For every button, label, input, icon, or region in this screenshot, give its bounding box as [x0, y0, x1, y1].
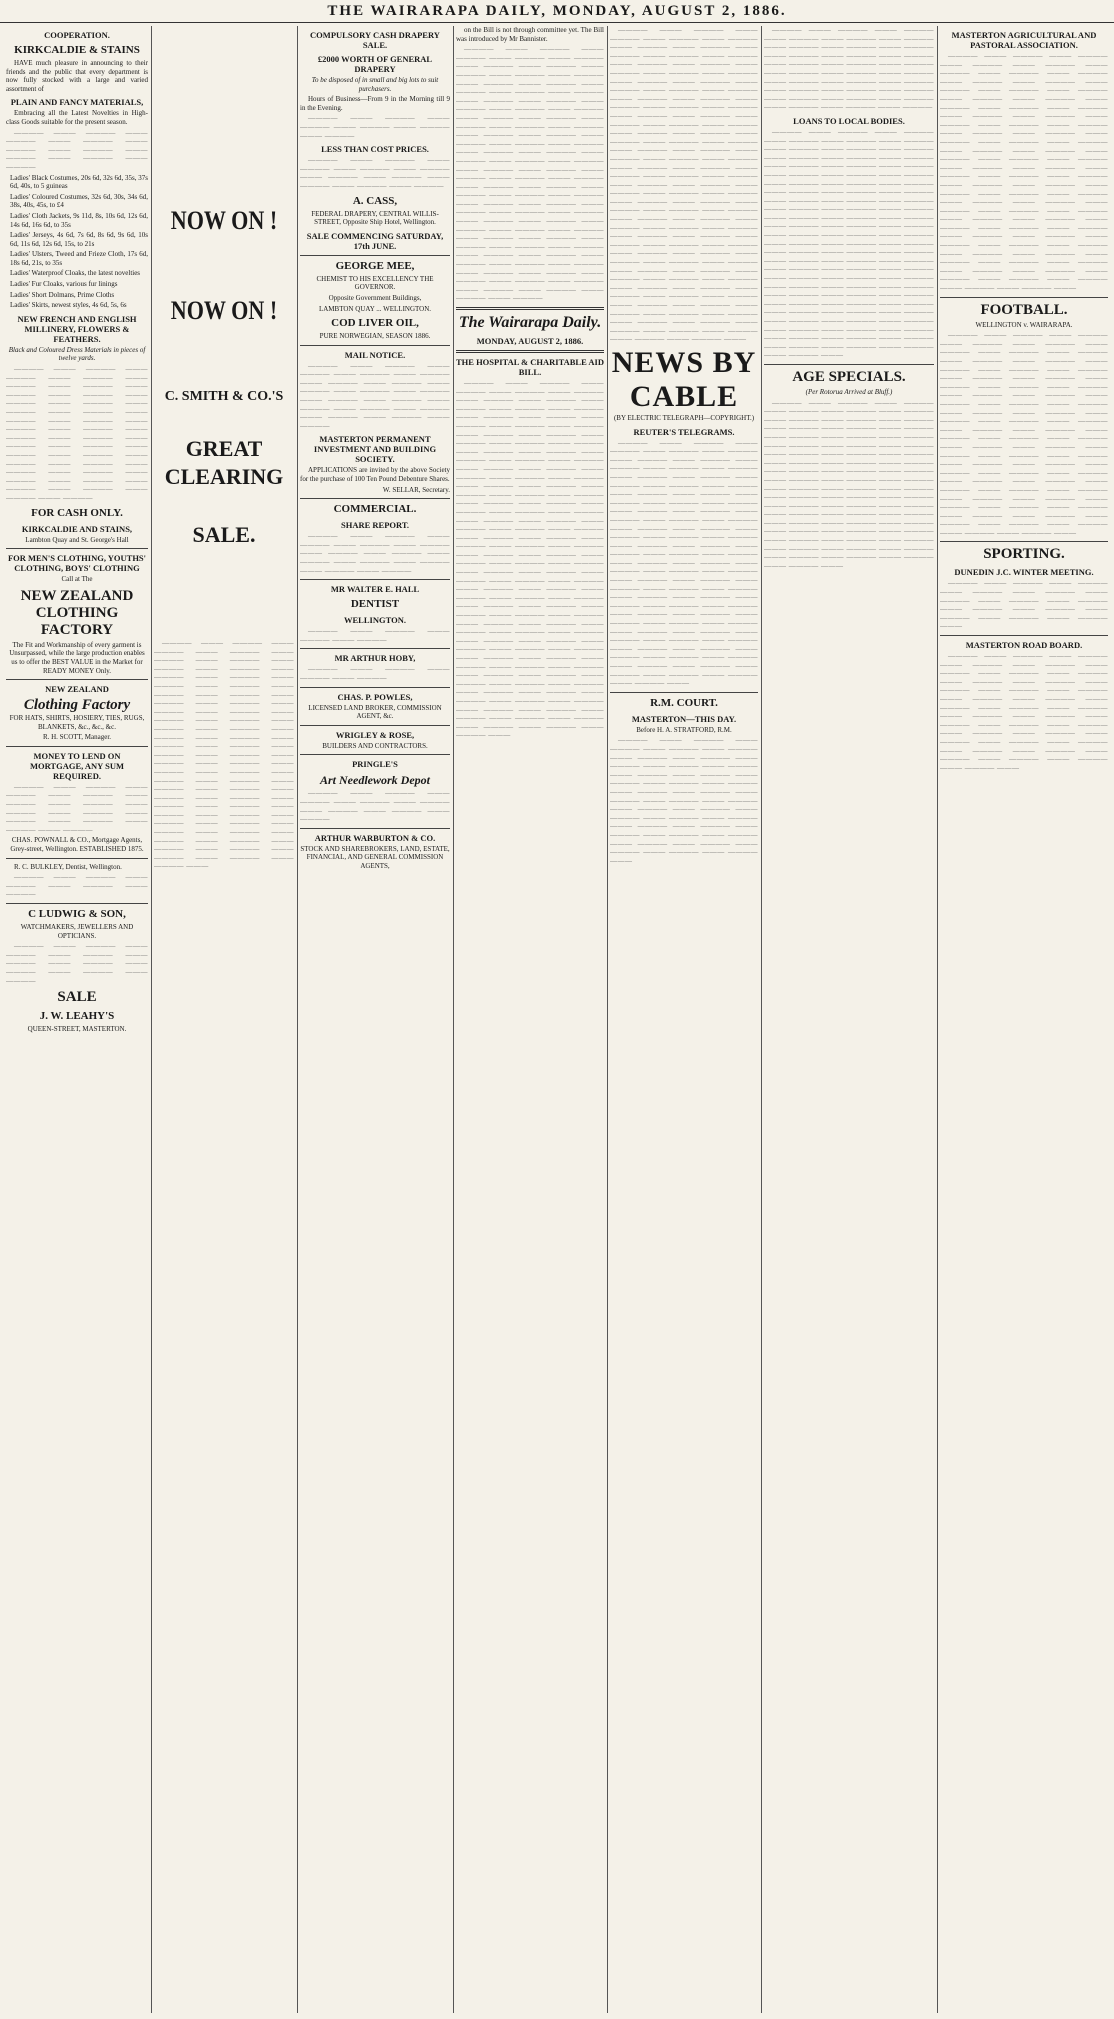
plain-fancy-heading: PLAIN AND FANCY MATERIALS, [10, 97, 144, 108]
dress-materials: Black and Coloured Dress Materials in pieces of twelve yards. [8, 345, 146, 363]
column-4 [456, 26, 604, 2013]
text-block: ———— ——— ———— ——— ———— ——— ———— ——— ———— ——— ———— ——— ———— ——— ———— ——— ———— ——— ———— ——— ———— ——— ———— ——— ———— ——— ———— ——— ———— ——— ———— ——— ———— ——— ———— ——— ———— ——— ———— ——— ———— ——— ———— ——— ———— ——— ———— ——— ———— ——— ———— ——— ———— ——— ———— ——— ———— ——— ———— ——— ———— ——— ———— ——— ———— ——— ———— ——— ———— ——— [610, 736, 758, 865]
compulsory-cont: on the Bill is not through committee yet. The Bill was introduced by Mr Bannister. [456, 26, 604, 43]
column-7 [940, 26, 1108, 2013]
text-block: ———— ——— ———— ——— ———— ——— ———— ——— ———— ——— ———— ——— ———— ——— ———— ——— ———— ——— ———— ——— ———— ——— ———— [6, 782, 148, 834]
kirkcaldie-address: Lambton Quay and St. George's Hall [25, 535, 129, 544]
for-cash-heading: FOR CASH ONLY. [31, 506, 123, 519]
text-block: ———— ——— ———— ——— ———— ——— ———— [300, 665, 450, 682]
wellington-heading: WELLINGTON. [344, 615, 406, 626]
leahy-address: QUEEN-STREET, MASTERTON. [27, 1025, 127, 1034]
text-block: ———— ——— ———— ——— ———— ——— ———— ——— ———— ——— ———— ——— ———— ——— ———— ——— ———— ——— ———— ——— ———— ——— ———— ——— ———— ——— ———— ——— ———— ——— ———— ——— ———— ——— ———— ——— ———— ——— ———— ——— ———— ——— ———— ——— ———— ——— ———— ——— ———— ——— ———— ——— ———— ——— ———— ——— ———— ——— ———— ——— ———— ——— ———— ——— ———— ——— ———— ——— ———— ——— ———— ——— ———— ——— ———— ——— ———— ——— ———— ——— ———— ——— ———— ——— ———— ——— ———— ——— ———— ——— ———— ——— ———— ——— ———— ——— ———— ——— ———— ——— ———— ——— ———— ——— ———— ——— ———— ——— ———— ——— ———— ——— ———— ——— ———— ——— ———— ——— ———— ——— ———— ——— ———— ——— ———— ——— ———— ——— ———— ——— ———— ——— ———— ——— ———— ——— ———— ——— ———— ——— ———— ——— ———— ——— ———— ——— ———— ——— ———— ——— ———— ——— ———— ——— ———— ——— ———— ——— ———— ——— ———— ——— ———— ——— ———— ——— ———— ——— ———— ——— ———— ——— ———— ——— ———— ——— ———— ——— ———— ——— ———— ——— ———— ——— [610, 26, 758, 344]
text-block: ———— ——— ———— ——— ———— ——— ———— ——— ———— ——— ———— ——— ———— ——— ———— ——— ———— ——— ———— ——— ———— ——— ———— [300, 532, 450, 575]
date-line: MONDAY, AUGUST 2, 1886. [476, 336, 584, 346]
sale-word: SALE. [192, 522, 256, 547]
kirkcaldie-heading: KIRKCALDIE & STAINS [14, 44, 140, 56]
list-item: Ladies' Skirts, newest styles, 4s 6d, 5s, 6s [10, 301, 127, 310]
masterton-this-day: MASTERTON—THIS DAY. [631, 713, 737, 724]
reuter-heading: REUTER'S TELEGRAMS. [633, 426, 735, 437]
scott-manager: R. H. SCOTT, Manager. [42, 733, 112, 742]
news-by-cable: NEWS BY CABLE [611, 345, 757, 413]
draper-heading: COMPULSORY CASH DRAPERY SALE. [310, 30, 440, 50]
column-6 [764, 26, 934, 2013]
text-block: ———— ——— ———— ——— ———— ——— ———— ——— ———— ——— ———— ——— ———— ——— ———— ——— ———— ——— ———— ——— ———— ——— ———— ——— ———— ——— ———— ——— ———— ——— ———— ——— ———— ——— ———— ——— ———— ——— ———— ——— ———— ——— ———— ——— ———— ——— ———— ——— ———— ——— ———— ——— ———— ——— ———— ——— ———— ——— ———— ——— ———— ——— ———— ——— ———— ——— ———— ——— ———— ——— ———— ——— ———— ——— ———— ——— ———— ——— ———— ——— ———— ——— ———— ——— ———— ——— ———— ——— ———— ——— ———— ——— ———— ——— ———— ——— ———— ——— ———— ——— ———— ——— ———— ——— ———— ——— ———— ——— ———— ——— ———— ——— ———— ——— ———— ——— ———— ——— ———— ——— ———— ——— ———— ——— ———— ——— ———— ——— ———— ——— ———— ——— ———— ——— ———— ——— ———— ——— ———— ——— [940, 52, 1108, 293]
column-5 [610, 26, 758, 2013]
dentist-heading: DENTIST [350, 598, 400, 611]
clothing-factory-text: The Fit and Workmanship of every garment is Unsurpassed, while the large production enables us to offer the BEST VALUE in the Market for READY MONEY Only. [9, 640, 145, 675]
text-block: ———— ——— ———— ——— ———— ——— ———— ——— ———— ——— ———— ——— ———— ——— ———— ——— ———— ——— ———— ——— ———— ——— ———— ——— ———— ——— ———— ——— ———— ——— ———— ——— ———— ——— ———— ——— ———— ——— ———— ——— ———— ——— ———— ——— ———— ——— ———— ——— ———— ——— ———— ——— ———— ——— ———— ——— ———— ——— ———— ——— ———— ——— ———— ——— ———— ——— ———— ——— ———— ——— ———— ——— ———— ——— ———— ——— ———— ——— ———— ——— ———— ——— ———— ——— ———— ——— ———— ——— ———— ——— ———— ——— ———— ——— ———— ——— ———— ——— ———— ——— ———— ——— ———— ——— ———— ——— ———— ——— ———— ——— ———— ——— ———— ——— ———— ——— ———— ——— ———— ——— ———— ——— ———— ——— ———— ——— ———— ——— ———— ——— ———— ——— ———— ——— ———— ——— ———— ——— ———— ——— ———— ——— [610, 438, 758, 688]
wrigley-sub: BUILDERS AND CONTRACTORS. [322, 741, 428, 750]
call-at: Call at The [61, 575, 93, 584]
hoby-heading: MR ARTHUR HOBY, [334, 653, 416, 664]
text-block: ———— ——— ———— ——— ———— ——— ———— ——— ———— ——— ———— ——— ———— ——— ———— ——— ———— ——— ———— [300, 156, 450, 190]
text-block: ———— ——— ———— ——— ———— ——— ———— ——— ———— ——— ———— ——— ———— ——— ———— ——— ———— ——— ———— ——— ———— ——— ———— ——— ———— ——— ———— ——— ———— ——— ———— ——— ———— ——— ———— [300, 361, 450, 430]
column-1 [6, 26, 148, 2013]
list-item: Ladies' Coloured Costumes, 32s 6d, 30s, 34s 6d, 38s, 40s, 45s, to £4 [10, 192, 148, 210]
nz-heading: NEW ZEALAND [45, 684, 109, 695]
text-block: ———— ——— ———— ——— ———— ——— ———— ——— ———— ——— ———— ——— ———— ——— ———— ——— ———— ——— ———— ——— ———— ——— ———— ——— ———— ——— [940, 579, 1108, 631]
leahy-heading: J. W. LEAHY'S [39, 1010, 115, 1023]
sellar: W. SELLAR, Secretary. [382, 485, 450, 494]
list-item: Ladies' Short Dolmans, Prime Cloths [10, 290, 115, 299]
text-block: ———— ——— ———— ——— ———— ——— ———— [300, 627, 450, 644]
dunedin-heading: DUNEDIN J.C. WINTER MEETING. [954, 567, 1094, 578]
lambton: LAMBTON QUAY ... WELLINGTON. [318, 304, 432, 313]
embracing-text: Embracing all the Latest Novelties in High-class Goods suitable for the present season. [6, 109, 148, 126]
smith-heading: C. SMITH & CO.'S [164, 389, 284, 404]
text-block: ———— ——— ———— ——— ———— ——— ———— ——— ———— ——— ———— [300, 114, 450, 140]
age-sub: (Per Rotorua Arrived at Bluff.) [805, 387, 893, 396]
agri-heading: MASTERTON AGRICULTURAL AND PASTORAL ASSOCIATION. [951, 30, 1097, 50]
text-block: ———— ——— ———— ——— ———— ——— ———— ——— ———— ——— ———— ——— ———— ——— ———— ——— ———— ——— ———— ——— ———— ——— ———— ——— ———— ——— ———— ——— ———— ——— ———— ——— ———— ——— ———— ——— ———— ——— ———— ——— ———— ——— ———— ——— ———— ——— ———— ——— ———— ——— ———— ——— ———— ——— ———— ——— ———— ——— ———— [764, 26, 934, 112]
applications: APPLICATIONS are invited by the above Society for the purchase of 100 Ten Pound Debenture Shares. [300, 466, 450, 484]
pringle-heading: PRINGLE'S [352, 759, 398, 770]
ludwig-heading: C LUDWIG & SON, [28, 908, 126, 920]
cod-liver-oil: COD LIVER OIL, [331, 317, 419, 330]
text-block: ———— ——— ———— ——— ———— ——— ———— ——— ———— ——— ———— ——— ———— ——— ———— ——— ———— ——— ———— ——— ———— ——— ———— ——— ———— ——— ———— ——— ———— ——— ———— ——— ———— ——— ———— ——— ———— ——— ———— ——— ———— ——— ———— ——— ———— ——— ———— ——— ———— ——— ———— ——— ———— ——— ———— ——— ———— ——— ———— ——— ———— ——— ———— [6, 365, 148, 502]
george-sub: CHEMIST TO HIS EXCELLENCY THE GOVERNOR. [316, 274, 434, 292]
pownall: CHAS. POWNALL & CO., Mortgage Agents, Grey-street, Wellington. ESTABLISHED 1875. [10, 836, 144, 854]
kirkcaldie-footer: KIRKCALDIE AND STAINS, [21, 523, 133, 534]
hospital-heading: THE HOSPITAL & CHARITABLE AID BILL. [456, 357, 604, 377]
needlework-heading: Art Needlework Depot [320, 773, 430, 788]
kirkcaldie-intro: HAVE much pleasure in announcing to their friends and the public that every department is now fully stocked with a large and varied assortment of [6, 59, 148, 93]
before-rm: Before H. A. STRATFORD, R.M. [636, 725, 732, 734]
stock-heading: £2000 WORTH OF GENERAL DRAPERY [317, 54, 433, 74]
road-board-heading: MASTERTON ROAD BOARD. [965, 640, 1083, 651]
mens-clothing: FOR MEN'S CLOTHING, YOUTHS' CLOTHING, BOYS' CLOTHING [7, 553, 147, 574]
warburton-heading: ARTHUR WARBURTON & CO. [314, 832, 436, 843]
less-than-cost: LESS THAN COST PRICES. [321, 144, 429, 155]
text-block: ———— ——— ———— ——— ———— ——— ———— ——— ———— ——— ———— ——— ———— ——— ———— ——— ———— ——— ———— ——— ———— ——— ———— ——— ———— ——— ———— ——— ———— ——— ———— ——— ———— ——— ———— ——— ———— ——— ———— ——— ———— ——— ———— ——— ———— ——— ———— ——— ———— ——— ———— ——— ———— ——— ———— ——— ———— ——— ———— ——— ———— ——— ———— ——— ———— ——— ———— ——— ———— ——— ———— ——— ———— ——— ———— ——— ———— ——— ———— ——— ———— ——— ———— ——— ———— ——— ———— ——— ———— ——— ———— ——— ———— ——— ———— ——— ———— ——— ———— ——— ———— ——— ———— ——— ———— ——— ———— ——— ———— ——— ———— ——— ———— ——— ———— ——— [764, 398, 934, 570]
ludwig-sub: WATCHMAKERS, JEWELLERS AND OPTICIANS. [20, 923, 134, 940]
clothing-factory-script: Clothing Factory [23, 697, 131, 714]
mail-notice: MAIL NOTICE. [344, 349, 406, 360]
masthead: THE WAIRARAPA DAILY, MONDAY, AUGUST 2, 1886. [0, 0, 1114, 23]
list-item: Ladies' Fur Cloaks, various fur linings [10, 280, 118, 289]
cass-sub: FEDERAL DRAPERY, CENTRAL WILLIS-STREET, Opposite Ship Hotel, Wellington. [311, 209, 439, 227]
text-block: ———— ——— ———— ——— ———— ——— ———— ——— ———— ——— ———— ——— ———— ——— ———— [300, 789, 450, 824]
hours: Hours of Business—From 9 in the Morning till 9 in the Evening. [300, 95, 450, 112]
nz-clothing-factory: NEW ZEALAND CLOTHING FACTORY [20, 587, 134, 638]
hall-heading: MR WALTER E. HALL [330, 584, 420, 595]
text-block: ———— ——— ———— ——— ———— ——— ———— ——— ———— ——— ———— ——— ———— ——— ———— ——— ———— [6, 942, 148, 985]
text-block: ———— ——— ———— ——— ———— ——— ———— ——— ———— ——— ———— ——— ———— ——— ———— ——— ———— ——— ———— ——— ———— ——— ———— ——— ———— ——— ———— ——— ———— ——— ———— ——— ———— ——— ———— ——— ———— ——— ———— ——— ———— ——— ———— ——— ———— ——— ———— ——— ———— ——— ———— ——— ———— ——— ———— ——— ———— ——— ———— ——— ———— ——— ———— ——— ———— ——— ———— ——— [940, 652, 1108, 772]
column-2 [154, 26, 294, 2013]
now-on-2: NOW ON ! [170, 296, 278, 325]
wairarapa-daily-title: The Wairarapa Daily. [458, 314, 602, 331]
text-block: ———— ——— ———— ——— ———— ——— ———— ——— ———— ——— ———— ——— ———— ——— ———— ——— ———— ——— ———— ——— ———— ——— ———— ——— ———— ——— ———— ——— ———— ——— ———— ——— ———— ——— ———— ——— ———— ——— ———— ——— ———— ——— ———— ——— ———— ——— ———— ——— ———— ——— ———— ——— ———— ——— ———— ——— ———— ——— ———— ——— ———— ——— ———— ——— ———— ——— ———— ——— ———— ——— ———— ——— ———— ——— ———— ——— ———— ——— ———— ——— ———— ——— ———— ——— ———— ——— ———— ——— ———— ——— ———— ——— ———— ——— ———— ——— ———— ——— ———— ——— ———— ——— ———— ——— ———— ——— ———— ——— ———— ——— ———— ——— ———— ——— ———— ——— ———— ——— ———— ——— ———— ——— ———— ——— ———— ——— ———— ——— ———— ——— ———— ——— ———— ——— ———— ——— ———— ——— ———— ——— ———— ——— ———— ——— ———— ——— ———— ——— ———— ——— ———— ——— ———— ——— ———— ——— ———— ——— [764, 127, 934, 360]
sporting-heading: SPORTING. [983, 546, 1065, 563]
cass-heading: A. CASS, [352, 194, 398, 207]
george-mee: GEORGE MEE, [335, 259, 415, 272]
text-block: ———— ——— ———— ——— ———— ——— ———— ——— ———— ——— ———— ——— ———— ——— ———— ——— ———— [6, 128, 148, 171]
text-block: ———— ——— ———— ——— ———— ——— ———— ——— ———— ——— ———— ——— ———— ——— ———— ——— ———— ——— ———— ——— ———— ——— ———— ——— ———— ——— ———— ——— ———— ——— ———— ——— ———— ——— ———— ——— ———— ——— ———— ——— ———— ——— ———— ——— ———— ——— ———— ——— ———— ——— ———— ——— ———— ——— ———— ——— ———— ——— ———— ——— ———— ——— ———— ——— ———— ——— ———— ——— ———— ——— ———— ——— ———— ——— ———— ——— ———— ——— ———— ——— ———— ——— ———— ——— ———— ——— ———— ——— ———— ——— ———— ——— ———— ——— ———— ——— ———— ——— ———— ——— ———— ——— ———— ——— ———— ——— ———— ——— ———— ——— ———— ——— ———— ——— ———— ——— ———— ——— ———— ——— ———— ——— ———— ——— ———— ——— ———— ——— ———— ——— ———— ——— ———— ——— ———— ——— ———— ——— ———— ——— ———— ——— ———— ——— ———— ——— ———— ——— ———— ——— ———— ——— ———— ——— ———— ——— ———— ——— ———— ——— ———— ——— ———— ——— ———— ——— ———— ——— ———— ——— ———— ——— ———— ——— ———— ——— ———— ——— ———— ——— ———— ——— ———— ——— ———— ——— ———— ——— ———— ——— ———— ——— ———— ——— ———— ——— ———— ——— ———— ——— ———— ——— ———— ——— ———— ——— [456, 379, 604, 740]
opposite: Opposite Government Buildings, [328, 293, 422, 302]
loans-heading: LOANS TO LOCAL BODIES. [793, 115, 905, 126]
wrigley-heading: WRIGLEY & ROSE, [335, 729, 415, 740]
list-item: Ladies' Black Costumes, 20s 6d, 32s 6d, 35s, 37s 6d, 40s, to 5 guineas [10, 173, 148, 191]
building-society: MASTERTON PERMANENT INVESTMENT AND BUILDING SOCIETY. [313, 434, 437, 465]
cod-sub: PURE NORWEGIAN, SEASON 1886. [319, 332, 431, 341]
millinery-heading: NEW FRENCH AND ENGLISH MILLINERY, FLOWERS & FEATHERS. [17, 313, 137, 344]
sale-commencing: SALE COMMENCING SATURDAY, 17th JUNE. [306, 230, 444, 251]
football-heading: FOOTBALL. [980, 301, 1068, 318]
list-item: Ladies' Cloth Jackets, 9s 11d, 8s, 10s 6d, 12s 6d, 14s 6d, 16s 6d, to 35s [10, 211, 148, 229]
list-item: Ladies' Ulsters, Tweed and Frieze Cloth, 17s 6d, 18s 6d, 21s, to 35s [10, 250, 148, 267]
now-on-1: NOW ON ! [170, 206, 278, 235]
age-specials: AGE SPECIALS. [792, 368, 906, 385]
powles-sub: LICENSED LAND BROKER, COMMISSION AGENT, &c. [308, 703, 442, 721]
rm-court: R.M. COURT. [650, 696, 718, 709]
bulkley: R. C. BULKLEY, Dentist, Wellington. [14, 862, 122, 871]
warburton-sub: STOCK AND SHAREBROKERS, LAND, ESTATE, FINANCIAL, AND GENERAL COMMISSION AGENTS, [300, 844, 450, 870]
text-block: ———— ——— ———— ——— ———— ——— ———— ——— ———— [6, 873, 148, 899]
stock-sub: To be disposed of in small and big lots to suit purchasers. [311, 76, 439, 93]
sale-heading: SALE [57, 989, 97, 1006]
list-item: Ladies' Jerseys, 4s 6d, 7s 6d, 8s 6d, 9s 6d, 10s 6d, 11s 6d, 12s 6d, 15s, to 21s [10, 231, 148, 248]
list-item: Ladies' Waterproof Cloaks, the latest novelties [10, 269, 141, 278]
text-block: ———— ——— ———— ——— ———— ——— ———— ——— ———— ——— ———— ——— ———— ——— ———— ——— ———— ——— ———— ——— ———— ——— ———— ——— ———— ——— ———— ——— ———— ——— ———— ——— ———— ——— ———— ——— ———— ——— ———— ——— ———— ——— ———— ——— ———— ——— ———— ——— ———— ——— ———— ——— ———— ——— ———— ——— ———— ——— ———— ——— ———— ——— ———— ——— ———— ——— ———— ——— ———— ——— ———— ——— ———— ——— ———— ——— ———— ——— ———— ——— ———— ——— ———— ——— ———— ——— ———— ——— ———— ——— ———— ——— ———— ——— ———— ——— ———— ——— ———— ——— ———— ——— ———— ——— ———— ——— [154, 639, 294, 871]
text-block: ———— ——— ———— ——— ———— ——— ———— ——— ———— ——— ———— ——— ———— ——— ———— ——— ———— ——— ———— ——— ———— ——— ———— ——— ———— ——— ———— ——— ———— ——— ———— ——— ———— ——— ———— ——— ———— ——— ———— ——— ———— ——— ———— ——— ———— ——— ———— ——— ———— ——— ———— ——— ———— ——— ———— ——— ———— ——— ———— ——— ———— ——— ———— ——— ———— ——— ———— ——— ———— ——— ———— ——— ———— ——— ———— ——— ———— ——— ———— ——— ———— ——— ———— ——— ———— ——— ———— ——— ———— ——— ———— ——— ———— ——— ———— ——— ———— ——— ———— ——— ———— ——— ———— ——— ———— ——— ———— ——— ———— ——— ———— ——— ———— ——— ———— ——— ———— ——— ———— ——— ———— ——— ———— ——— ———— ——— ———— ——— ———— ——— ———— ——— ———— ——— ———— ——— ———— ——— ———— ——— ———— ——— ———— ——— ———— ——— ———— [456, 45, 604, 303]
hats-list: FOR HATS, SHIRTS, HOSIERY, TIES, RUGS, BLANKETS, &c., &c., &c. [9, 714, 145, 731]
text-block: ———— ——— ———— ——— ———— ——— ———— ——— ———— ——— ———— ——— ———— ——— ———— ——— ———— ——— ———— ——— ———— ——— ———— ——— ———— ——— ———— ——— ———— ——— ———— ——— ———— ——— ———— ——— ———— ——— ———— ——— ———— ——— ———— ——— ———— ——— ———— ——— ———— ——— ———— ——— ———— ——— ———— ——— ———— ——— ———— ——— ———— ——— ———— ——— ———— ——— ———— ——— ———— ——— ———— ——— ———— ——— ———— ——— ———— ——— ———— ——— ———— ——— ———— ——— ———— ——— ———— ——— ———— ——— ———— ——— ———— ——— ———— ——— ———— ——— ———— ——— ———— ——— ———— ——— ———— ——— ———— ——— ———— ——— ———— ——— ———— ——— ———— ——— ———— ——— ———— ——— [940, 331, 1108, 537]
powles-heading: CHAS. P. POWLES, [337, 691, 413, 702]
cooperation-heading: COOPERATION. [44, 30, 110, 40]
great-clearing: GREAT CLEARING [164, 436, 284, 489]
money-heading: MONEY TO LEND ON MORTGAGE, ANY SUM REQUIRED. [29, 750, 125, 781]
commercial-heading: COMMERCIAL. [333, 503, 417, 516]
share-report: SHARE REPORT. [340, 520, 410, 531]
football-sub: WELLINGTON v. WAIRARAPA. [975, 320, 1073, 329]
news-sub: (BY ELECTRIC TELEGRAPH—COPYRIGHT.) [613, 413, 755, 422]
column-3 [300, 26, 450, 2013]
